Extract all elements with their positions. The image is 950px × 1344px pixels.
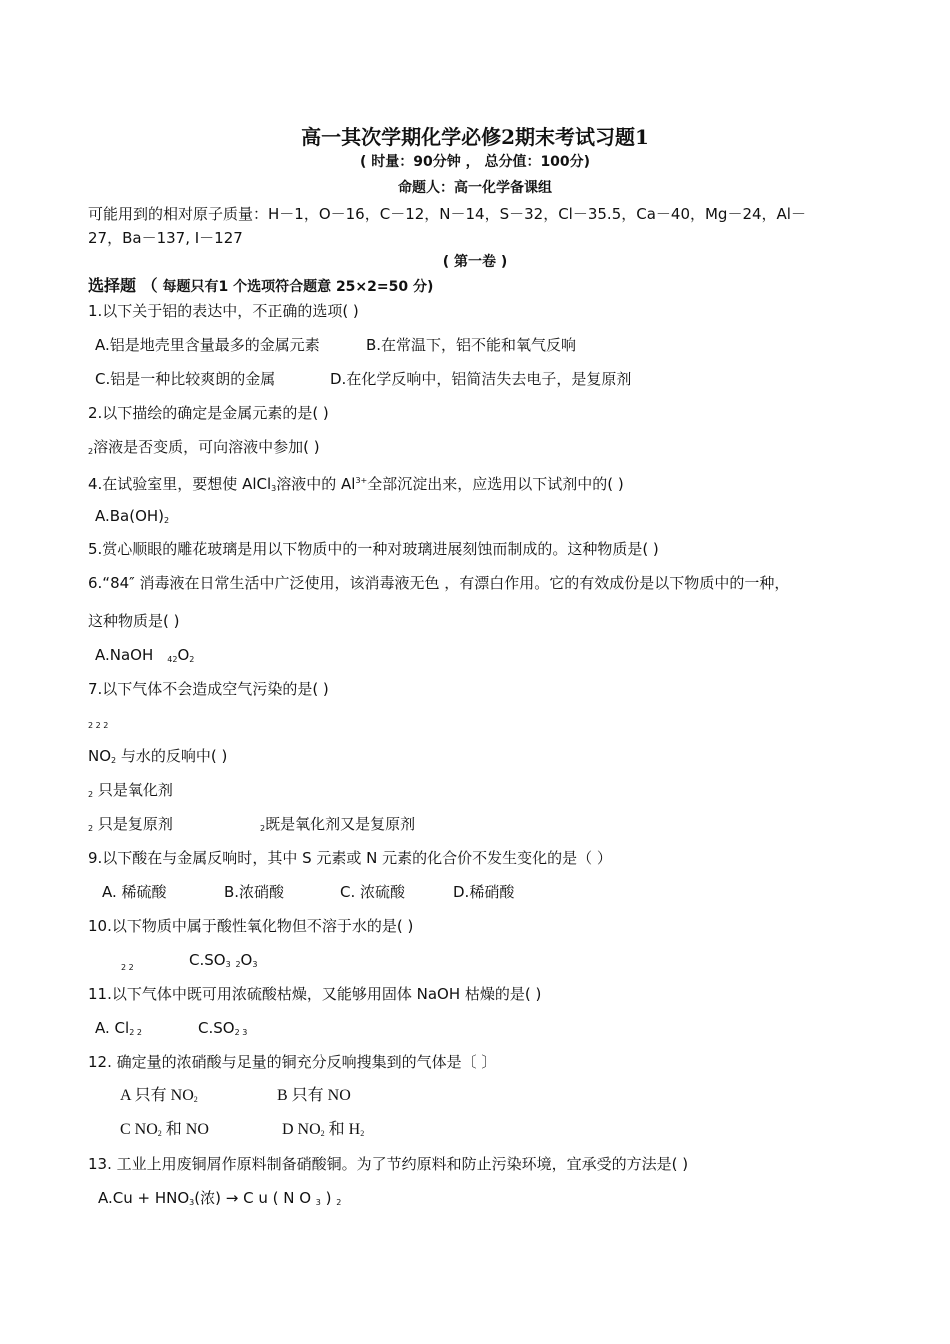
question-12-option-c-tail: 和 NO — [161, 1121, 209, 1138]
question-8-option-a-text: 只是氧化剂 — [93, 781, 173, 799]
question-4-option-a-subscript: 2 — [164, 516, 170, 525]
question-2: 2.以下描绘的确定是金属元素的是( ) — [88, 404, 329, 422]
atomic-mass-line-2: 27，Ba－137, I－127 — [88, 229, 243, 247]
question-8-option-c-text: 只是复原剂 — [93, 815, 173, 833]
page-title: 高一其次学期化学必修2期末考试习题1 — [301, 125, 649, 149]
question-12-option-c — [120, 1120, 209, 1144]
question-4-text-mid: 溶液中的 Al — [276, 475, 356, 493]
question-12: 12. 确定量的浓硝酸与足量的铜充分反响搜集到的气体是〔 〕 — [88, 1053, 497, 1071]
question-13-option-a-subscript-2: 3 — [315, 1198, 321, 1207]
question-6-line-1: 6.“84″ 消毒液在日常生活中广泛使用，该消毒液无色 ，有漂白作用。它的有效成份是以下物质中的一种， — [88, 574, 790, 592]
question-8-option-d — [260, 814, 415, 839]
question-13-option-a-subscript-3: 2 — [336, 1198, 342, 1207]
question-1: 1.以下关于铝的表达中，不正确的选项( ) — [88, 302, 359, 320]
question-9-option-c: C. 浓硫酸 — [340, 883, 406, 901]
question-12-option-d-subscript: 2 — [320, 1129, 325, 1138]
question-6-option-a-subscript: 4 — [167, 655, 173, 664]
question-10-option-c — [189, 950, 257, 975]
question-3-text: 溶液是否变质，可向溶液中参加( ) — [93, 438, 320, 456]
question-6-line-2: 这种物质是( ) — [88, 612, 180, 630]
question-11: 11.以下气体中既可用浓硫酸枯燥，又能够用固体 NaOH 枯燥的是( ) — [88, 985, 542, 1003]
question-13-option-a — [98, 1188, 341, 1213]
question-4-text-pre: 4.在试验室里，要想使 AlCl — [88, 475, 272, 493]
question-1-option-a: A.铝是地壳里含量最多的金属元素 — [95, 336, 320, 354]
question-4-option-a — [95, 506, 169, 531]
question-8-option-d-text: 既是氧化剂又是复原剂 — [265, 815, 416, 833]
question-8-subscript: 2 — [111, 756, 117, 765]
question-1-option-d: D.在化学反响中，铝简洁失去电子，是复原剂 — [330, 370, 632, 388]
question-11-option-a — [95, 1018, 142, 1043]
question-11-option-a-text: A. Cl — [95, 1019, 130, 1037]
question-7: 7.以下气体不会造成空气污染的是( ) — [88, 680, 329, 698]
question-13-option-a-subscript: 3 — [189, 1198, 195, 1207]
atomic-mass-line-1: 可能用到的相对原子质量：H－1，O－16，C－12，N－14，S－32，Cl－35.5，Ca－40，Mg－24，Al－ — [88, 205, 806, 223]
question-1-option-b: B.在常温下，铝不能和氧气反响 — [366, 336, 577, 354]
question-4-subscript: 3 — [271, 484, 277, 493]
question-8-option-d-subscript: 2 — [260, 824, 266, 833]
question-12-option-b: B 只有 NO — [277, 1087, 351, 1104]
question-4-superscript: 3+ — [355, 476, 368, 485]
question-13: 13. 工业上用废铜屑作原料制备硝酸铜。为了节约原料和防止污染环境，宜承受的方法是( ) — [88, 1155, 689, 1173]
question-5: 5.赏心顺眼的雕花玻璃是用以下物质中的一种对玻璃进展刻蚀而制成的。这种物质是( ) — [88, 540, 659, 558]
question-6-option-a — [95, 645, 194, 670]
question-9-option-d: D.稀硝酸 — [453, 883, 515, 901]
question-13-option-a-tail: ) — [320, 1189, 337, 1207]
question-6-option-a-text: A.NaOH — [95, 646, 154, 664]
section-label: 选择题 （ — [88, 276, 158, 295]
question-6-option-a-subscript-2: 2 — [172, 655, 178, 664]
question-10-residue: 2 2 — [121, 963, 134, 972]
section-heading — [88, 276, 433, 297]
question-8-text-post: 与水的反响中( ) — [116, 747, 228, 765]
question-12-option-a — [120, 1086, 198, 1110]
question-8-option-c-subscript: 2 — [88, 824, 94, 833]
volume-heading: ( 第一卷 ) — [442, 254, 508, 270]
question-13-option-a-text: A.Cu + HNO — [98, 1189, 190, 1207]
question-8-option-a — [88, 780, 173, 805]
question-4-text-post: 全部沉淀出来，应选用以下试剂中的( ) — [367, 475, 624, 493]
question-10-option-c-subscript: 3 — [225, 960, 231, 969]
question-9-option-b: B.浓硝酸 — [224, 883, 285, 901]
question-11-option-c-text: C.SO — [198, 1019, 235, 1037]
question-12-option-d — [282, 1120, 364, 1144]
question-8-option-c — [88, 814, 173, 839]
question-12-option-d-text: D NO — [282, 1121, 321, 1138]
question-1-option-c: C.铝是一种比较爽朗的金属 — [95, 370, 276, 388]
question-12-option-a-text: A 只有 NO — [120, 1087, 194, 1104]
question-11-option-a-subscript: 2 2 — [129, 1028, 142, 1037]
question-12-option-d-tail-subscript: 2 — [360, 1129, 365, 1138]
time-score-line: ( 时量：90分钟 ， 总分值：100分) — [359, 154, 591, 170]
question-8 — [88, 746, 227, 771]
question-10-option-c-text: C.SO — [189, 951, 226, 969]
section-note: 每题只有1 个选项符合题意 25×2=50 分) — [157, 279, 434, 295]
question-4 — [88, 471, 624, 499]
question-8-text-pre: NO — [88, 747, 112, 765]
question-12-option-c-subscript: 2 — [157, 1129, 162, 1138]
question-9-option-a: A. 稀硫酸 — [102, 883, 167, 901]
question-10: 10.以下物质中属于酸性氧化物但不溶于水的是( ) — [88, 917, 414, 935]
question-10-option-c-subscript-2: 2 — [235, 960, 241, 969]
question-12-option-d-tail: 和 H — [324, 1121, 361, 1138]
question-3-subscript: 2 — [88, 447, 94, 456]
question-7-residue: 2 2 2 — [88, 721, 109, 730]
question-10-option-c-tail: O — [240, 951, 253, 969]
question-12-option-a-subscript: 2 — [193, 1095, 198, 1104]
question-12-option-c-text: C NO — [120, 1121, 158, 1138]
question-10-option-c-tail-subscript: 3 — [252, 960, 258, 969]
question-8-option-a-subscript: 2 — [88, 790, 94, 799]
question-9: 9.以下酸在与金属反响时，其中 S 元素或 N 元素的化合价不发生变化的是（ ） — [88, 849, 612, 867]
question-6-option-a-tail-subscript: 2 — [189, 655, 195, 664]
question-6-option-a-tail: O — [177, 646, 190, 664]
question-11-option-c-subscript: 2 3 — [234, 1028, 248, 1037]
question-11-option-c — [198, 1018, 247, 1043]
question-4-option-a-text: A.Ba(OH) — [95, 507, 165, 525]
question-3 — [88, 437, 320, 462]
author-line: 命题人：高一化学备课组 — [398, 180, 552, 196]
question-13-option-a-mid: (浓) → C u ( N O — [194, 1189, 316, 1207]
